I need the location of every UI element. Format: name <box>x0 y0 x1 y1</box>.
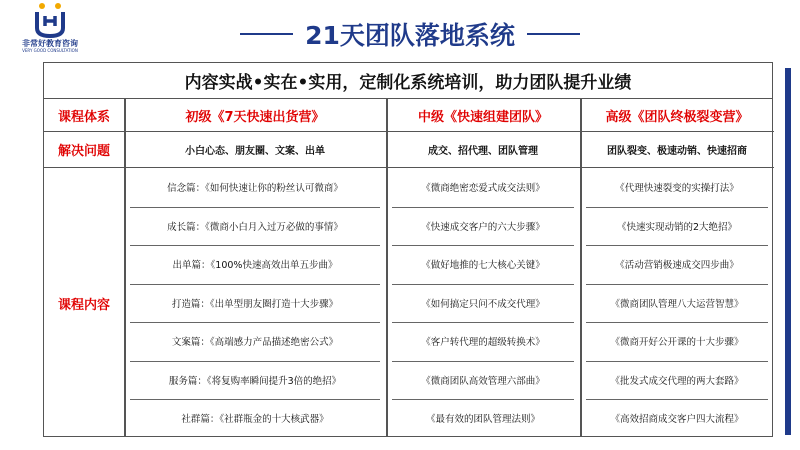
table-cell: 《快速实现动销的2大绝招》 <box>616 221 738 233</box>
table-cell: 《做好地推的七大核心关键》 <box>421 260 545 271</box>
row-separator <box>392 207 574 208</box>
row-separator <box>392 245 574 246</box>
table-cell: 信念篇：《如何快速让你的粉丝认可微商》 <box>167 183 343 194</box>
row-separator <box>130 284 380 285</box>
header-advanced: 高级《团队终极裂变营》 <box>580 99 774 132</box>
table-cell: 《客户转代理的超级转换术》 <box>421 337 545 348</box>
row-separator <box>130 399 380 400</box>
row-separator <box>130 245 380 246</box>
table-cell: 《快速成交客户的六大步骤》 <box>421 221 545 233</box>
problem-label: 解决问题 <box>44 132 124 168</box>
column-divider <box>124 99 126 436</box>
row-separator <box>392 399 574 400</box>
header-beginner: 初级《7天快速出货营》 <box>124 99 386 132</box>
row-separator <box>392 322 574 323</box>
row-separator <box>586 207 768 208</box>
column-divider <box>580 99 582 436</box>
table-banner: 内容实战•实在•实用，定制化系统培训，助力团队提升业绩 <box>44 63 772 99</box>
page-title: 21天团队落地系统 <box>305 21 515 50</box>
row-separator <box>586 399 768 400</box>
table-cell: 《微商开好公开课的十大步骤》 <box>610 337 744 348</box>
logo-icon <box>32 2 68 38</box>
table-cell: 服务篇：《将复购率瞬间提升3倍的绝招》 <box>168 375 342 387</box>
table-cell: 打造篇：《出单型朋友圈打造十大步骤》 <box>171 298 339 310</box>
content-label: 课程内容 <box>57 297 110 313</box>
title-line-left <box>240 33 293 35</box>
table-cell: 《批发式成交代理的两大套路》 <box>610 375 744 387</box>
company-logo <box>4 2 96 52</box>
column-divider <box>386 99 388 436</box>
table-cell: 《活动营销极速成交四步曲》 <box>615 260 739 271</box>
problem-advanced: 团队裂变、极速动销、快速招商 <box>580 132 774 168</box>
table-cell: 《高效招商成交客户四大流程》 <box>610 414 744 425</box>
table-cell: 出单篇：《100%快速高效出单五步曲》 <box>172 260 338 271</box>
page-title-group <box>240 14 580 54</box>
title-line-right <box>527 33 580 35</box>
problem-beginner: 小白心态、朋友圈、文案、出单 <box>124 132 386 168</box>
logo-name: 非常好教育咨询 <box>22 39 78 48</box>
table-cell: 《微商团队管理八大运营智慧》 <box>610 298 744 310</box>
row-separator <box>130 322 380 323</box>
row-separator <box>586 322 768 323</box>
logo-subtitle: VERY GOOD CONSULTATION <box>22 48 78 53</box>
table-cell: 《微商绝密恋爱式成交法则》 <box>421 183 545 194</box>
table-cell: 《如何搞定只问不成交代理》 <box>421 298 545 310</box>
row-separator <box>586 245 768 246</box>
table-cell: 成长篇：《微商小白月入过万必做的事情》 <box>167 221 343 233</box>
row-separator <box>586 284 768 285</box>
header-label: 课程体系 <box>44 99 124 132</box>
header-intermediate: 中级《快速组建团队》 <box>386 99 580 132</box>
course-table <box>43 62 773 437</box>
row-separator <box>130 361 380 362</box>
table-cell: 社群篇：《社群瓶金的十大核武器》 <box>181 414 329 425</box>
table-cell: 《微商团队高效管理六部曲》 <box>421 375 545 387</box>
row-separator <box>586 361 768 362</box>
row-separator <box>392 284 574 285</box>
decorative-side-bar <box>785 68 791 435</box>
problem-intermediate: 成交、招代理、团队管理 <box>386 132 580 168</box>
table-cell: 《最有效的团队管理法则》 <box>425 414 540 425</box>
row-separator <box>392 361 574 362</box>
table-cell: 文案篇：《高端感力产品描述绝密公式》 <box>171 337 339 348</box>
row-separator <box>130 207 380 208</box>
table-cell: 《代理快速裂变的实操打法》 <box>615 183 739 194</box>
